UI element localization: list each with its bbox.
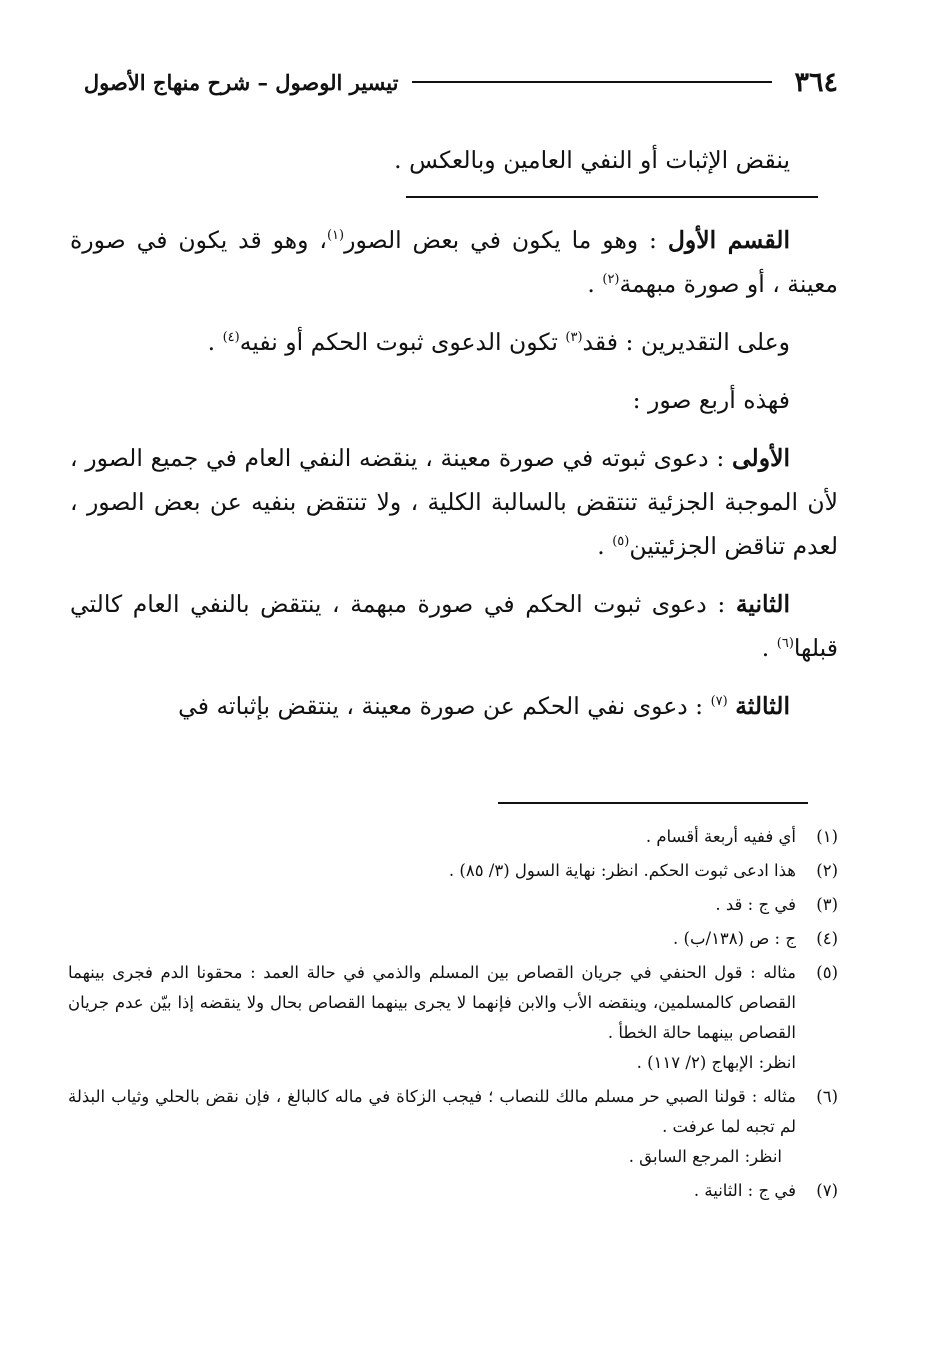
footnote-divider bbox=[498, 802, 808, 804]
footnote-ref: (٤) bbox=[222, 330, 240, 346]
footnote-ref: (٥) bbox=[612, 534, 630, 550]
footnote-line: مثاله : قولنا الصبي حر مسلم مالك للنصاب ؛ فيجب الزكاة في ماله كالبالغ ، فإن نقض بالحلي وثياب البذلة لم تجبه لما عرفت . bbox=[68, 1087, 796, 1136]
footnote-number: (٤) bbox=[816, 929, 838, 948]
paragraph-text: : دعوى نفي الحكم عن صورة معينة ، ينتقض بإثباته في bbox=[178, 692, 711, 720]
paragraph-text: . bbox=[597, 532, 613, 560]
main-text bbox=[70, 138, 838, 742]
paragraph-text: . bbox=[207, 328, 223, 356]
footnote-text bbox=[68, 958, 796, 1078]
footnote bbox=[68, 856, 838, 886]
paragraph-text: : دعوى ثبوته في صورة معينة ، ينقضه النفي العام في جميع الصور ، لأن الموجبة الجزئية تنتقض بالسالبة الكلية ، ولا تنتقض بنفيه عن بعض الصور ، لعدم تناقض الجزئيتين bbox=[70, 444, 838, 560]
footnote-text bbox=[68, 1082, 796, 1172]
footnote-line: ج : ص (١٣٨/ب) . bbox=[673, 929, 796, 948]
paragraph-text: . bbox=[587, 270, 603, 298]
section-divider bbox=[406, 196, 818, 198]
paragraph-first-case bbox=[70, 436, 838, 568]
footnote-text bbox=[68, 856, 796, 886]
paragraph-second-case bbox=[70, 582, 838, 670]
header-rule bbox=[412, 81, 772, 83]
footnote-text bbox=[68, 890, 796, 920]
footnote-ref: (٢) bbox=[602, 272, 620, 288]
footnote-text bbox=[68, 1176, 796, 1206]
page-number: ٣٦٤ bbox=[794, 66, 838, 98]
paragraph-both-estimates bbox=[70, 320, 838, 364]
footnote-line: في ج : قد . bbox=[715, 895, 796, 914]
footnote-ref: (٣) bbox=[565, 330, 583, 346]
paragraph-text: وعلى التقديرين : فقد bbox=[582, 328, 790, 356]
footnote-number: (١) bbox=[816, 827, 838, 846]
footnote-line: أي ففيه أربعة أقسام . bbox=[645, 827, 796, 846]
intro-paragraph: ينقض الإثبات أو النفي العامين وبالعكس . bbox=[394, 146, 790, 174]
footnote-number: (٢) bbox=[816, 861, 838, 880]
footnote-line: انظر: الإبهاج (٢/ ١١٧) . bbox=[636, 1053, 796, 1072]
footnote-line: مثاله : قول الحنفي في جريان القصاص بين المسلم والذمي في حالة العمد : محقونا الدم فجرى بينهما القصاص كالمسلمين، وينقضه الأب والابن فإنهما لا يجرى بينهما القصاص بحال ولا ينقضه إذا بيّن عدم جريان القصاص بينهما حالة الخطأ . bbox=[68, 963, 796, 1042]
footnote-number: (٦) bbox=[816, 1087, 838, 1106]
footnote-ref: (٦) bbox=[776, 636, 794, 652]
footnote-line: انظر: المرجع السابق . bbox=[628, 1147, 782, 1166]
footnote bbox=[68, 1176, 838, 1206]
paragraph-text: . bbox=[761, 634, 777, 662]
paragraph-four-cases: فهذه أربع صور : bbox=[632, 386, 790, 414]
footnotes bbox=[68, 822, 838, 1210]
page-header bbox=[68, 62, 838, 102]
paragraph-third-case bbox=[70, 684, 838, 728]
footnote-number: (٣) bbox=[816, 895, 838, 914]
case-label: الأولى bbox=[731, 444, 790, 472]
footnote-ref: (٧) bbox=[710, 694, 728, 710]
footnote-text bbox=[68, 822, 796, 852]
footnote-ref: (١) bbox=[326, 228, 345, 244]
paragraph-first-section bbox=[70, 218, 838, 306]
paragraph-text: : وهو ما يكون في بعض الصور bbox=[344, 226, 668, 254]
footnote-line: هذا ادعى ثبوت الحكم. انظر: نهاية السول (٣/ ٨٥) . bbox=[448, 861, 796, 880]
footnote bbox=[68, 958, 838, 1078]
running-title: تيسير الوصول – شرح منهاج الأصول bbox=[83, 69, 399, 95]
footnote-text bbox=[68, 924, 796, 954]
footnote bbox=[68, 890, 838, 920]
footnote-line: في ج : الثانية . bbox=[693, 1181, 796, 1200]
paragraph-text: تكون الدعوى ثبوت الحكم أو نفيه bbox=[239, 328, 566, 356]
footnote-number: (٧) bbox=[816, 1181, 838, 1200]
footnote-number: (٥) bbox=[816, 963, 838, 982]
paragraph-text: ، وهو قد يكون في صورة معينة ، أو صورة مبهمة bbox=[70, 226, 838, 298]
footnote bbox=[68, 924, 838, 954]
section-label: القسم الأول bbox=[667, 226, 790, 254]
footnote bbox=[68, 822, 838, 852]
case-label: الثانية bbox=[735, 590, 790, 618]
case-label: الثالثة bbox=[735, 692, 790, 720]
footnote bbox=[68, 1082, 838, 1172]
paragraph-text: : دعوى ثبوت الحكم في صورة مبهمة ، ينتقض بالنفي العام كالتي قبلها bbox=[70, 590, 838, 662]
